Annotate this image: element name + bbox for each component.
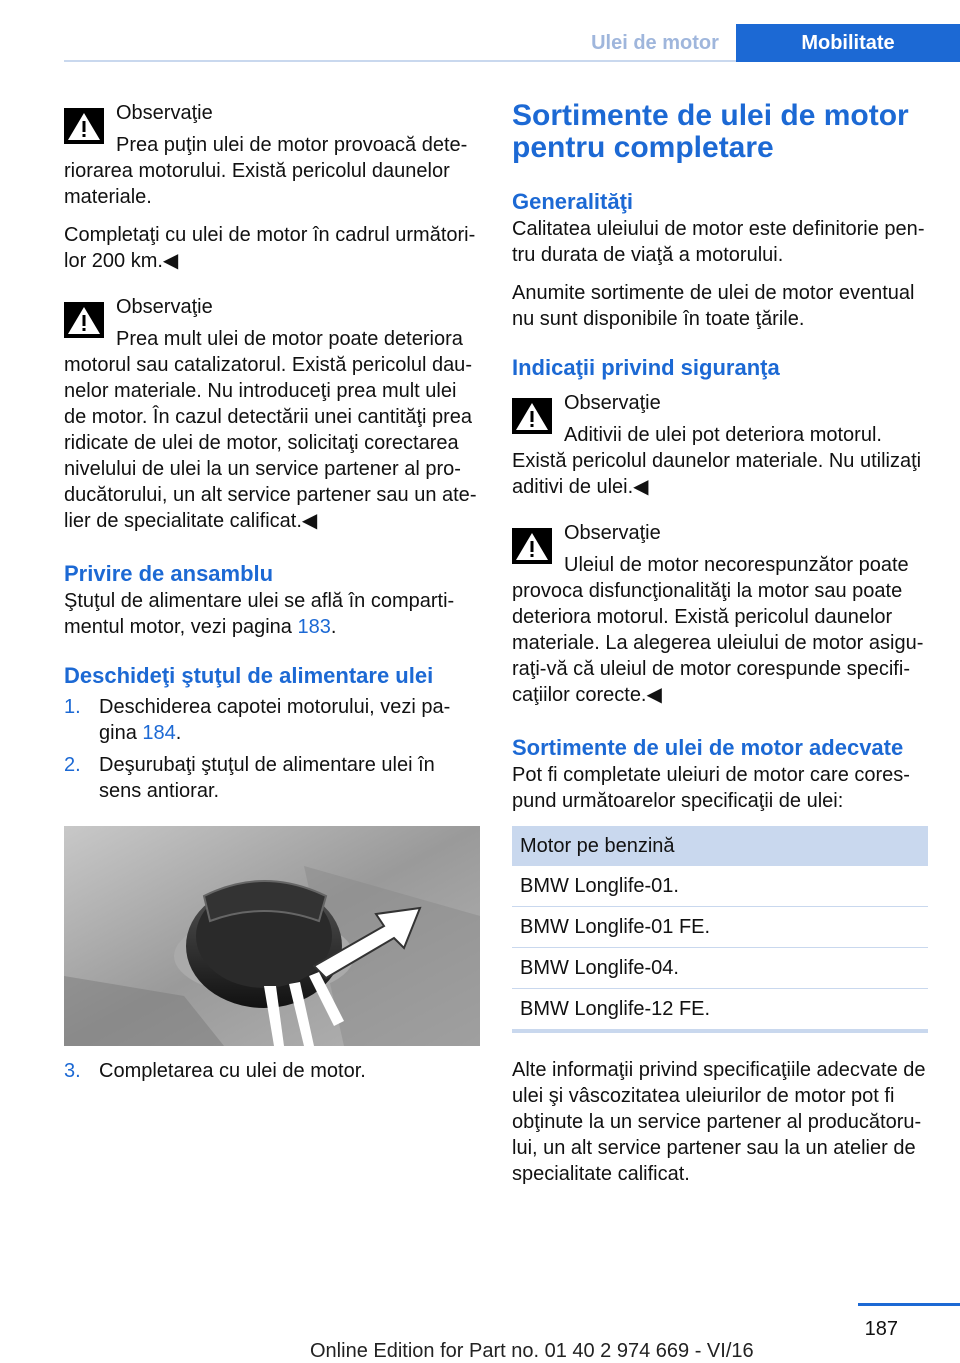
step-number: 1. bbox=[64, 696, 81, 718]
more-info-text: Alte informaţii privind specificaţiile adecvate de ulei şi vâscozitatea uleiurilor de motor pot fi obţinute la un service partener al producătorului, un alt service partener sau la un atelier de specialitate calificat. bbox=[512, 1059, 926, 1185]
general-text-2: Anumite sortimente de ulei de motor eventual nu sunt disponibile în toate ţările. bbox=[512, 282, 915, 330]
steps-list-continued bbox=[64, 1058, 480, 1084]
warning-icon bbox=[64, 108, 104, 144]
right-column bbox=[512, 100, 928, 1187]
table-row: BMW Longlife-12 FE. bbox=[520, 997, 711, 1020]
step-number: 3. bbox=[64, 1060, 81, 1082]
overview-text: Ştuţul de alimentare ulei se află în compartimentul motor, vezi pagina 183. bbox=[64, 590, 455, 638]
header-section-tab[interactable]: Ulei de motor bbox=[591, 31, 719, 54]
warning-label: Observaţie bbox=[564, 522, 661, 544]
general-text: Calitatea uleiului de motor este definitorie pentru durata de viaţă a motorului. bbox=[512, 218, 925, 266]
left-column bbox=[64, 100, 480, 1090]
warning-note-unsuitable-oil bbox=[512, 520, 928, 708]
warning-label: Observaţie bbox=[116, 102, 213, 124]
suitable-oils-text: Pot fi completate uleiuri de motor care corespund următoarelor specificaţii de ulei: bbox=[512, 764, 910, 812]
page-link-183[interactable]: 183 bbox=[297, 616, 331, 638]
warning-text-extra: Completaţi cu ulei de motor în cadrul următorilor 200 km.◀ bbox=[64, 224, 476, 272]
step-number: 2. bbox=[64, 754, 81, 776]
general-heading: Generalităţi bbox=[512, 189, 634, 214]
warning-text: Uleiul de motor necorespunzător poate provoca disfuncţionalităţi la motor sau poate deteriora motorul. Există pericolul daunelor materiale. La alegerea uleiului de motor asiguraţi-vă că uleiul de motor corespunde specificaţiilor corecte.◀ bbox=[512, 554, 924, 706]
page-title: Sortimente de ulei de motor pentru completare bbox=[512, 99, 909, 164]
overview-heading: Privire de ansamblu bbox=[64, 561, 274, 586]
warning-note-additives bbox=[512, 390, 928, 500]
table-header: Motor pe benzină bbox=[512, 826, 928, 866]
warning-text: Aditivii de ulei pot deteriora motorul. Există pericolul daunelor materiale. Nu utilizaţi aditivi de ulei.◀ bbox=[512, 424, 922, 498]
list-item bbox=[64, 694, 480, 746]
warning-icon bbox=[512, 528, 552, 564]
table-row: BMW Longlife-04. bbox=[512, 948, 928, 989]
open-filler-heading: Deschideţi ştuţul de alimentare ulei bbox=[64, 663, 434, 688]
warning-icon bbox=[64, 302, 104, 338]
step-text: Deşurubaţi ştuţul de alimentare ulei în sens antiorar. bbox=[99, 754, 435, 802]
footer-rule bbox=[858, 1303, 960, 1306]
suitable-oils-heading: Sortimente de ulei de motor adecvate bbox=[512, 735, 904, 760]
step-text: Completarea cu ulei de motor. bbox=[99, 1060, 366, 1082]
table-bottom-rule bbox=[512, 1029, 928, 1033]
warning-label: Observaţie bbox=[116, 296, 213, 318]
warning-note-too-much-oil bbox=[64, 294, 480, 534]
warning-label: Observaţie bbox=[564, 392, 661, 414]
warning-note-low-oil bbox=[64, 100, 480, 274]
warning-text: Prea mult ulei de motor poate deteriora motorul sau catalizatorul. Există pericolul daunelor materiale. Nu introduceţi prea mult ulei de motor. În cazul detectării unei cantităţi prea ridicate de ulei de motor, solicitaţi corectarea nivelului de ulei la un service partener al producătorului, un alt service partener sau un atelier de specialitate calificat.◀ bbox=[64, 328, 477, 532]
safety-heading: Indicaţii privind siguranţa bbox=[512, 355, 780, 380]
page-link-184[interactable]: 184 bbox=[142, 722, 176, 744]
edition-footer: Online Edition for Part no. 01 40 2 974 669 - VI/16 bbox=[310, 1340, 754, 1362]
warning-icon bbox=[512, 398, 552, 434]
page-number: 187 bbox=[864, 1318, 898, 1340]
oil-filler-cap-image bbox=[64, 826, 480, 1046]
header-chapter-tab[interactable]: Mobilitate bbox=[736, 24, 960, 62]
oil-spec-table bbox=[512, 826, 928, 1033]
list-item bbox=[64, 752, 480, 804]
table-row: BMW Longlife-01. bbox=[512, 866, 928, 907]
list-item bbox=[64, 1058, 480, 1084]
step-text: Deschiderea capotei motorului, vezi pagina 184. bbox=[99, 696, 451, 744]
table-row: BMW Longlife-01 FE. bbox=[512, 907, 928, 948]
warning-text: Prea puţin ulei de motor provoacă deteriorarea motorului. Există pericolul daunelor materiale. bbox=[64, 134, 468, 208]
steps-list bbox=[64, 694, 480, 804]
